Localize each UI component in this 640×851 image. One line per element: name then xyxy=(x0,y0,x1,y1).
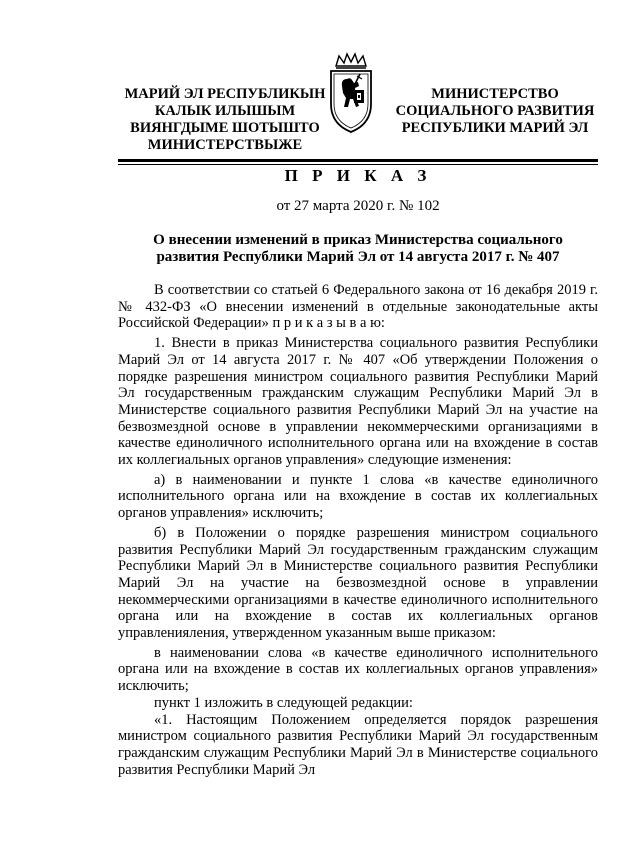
ministry-name-mari-line: МИНИСТЕРСТВЫЖЕ xyxy=(147,137,303,153)
header-divider-thin xyxy=(118,164,598,165)
document-title: П Р И К А З xyxy=(284,166,432,185)
item-1-paragraph: 1. Внести в приказ Министерства социального развития Республики Марий Эл от 14 августа 2017 г. № 407 «Об утверждении Положения о порядке разрешения министром социального развития Республики Марий Эл государственным гражданским служащим Республики Марий Эл в Министерстве социального развития Республики Марий Эл на участие на безвозмездной основе в управлении некоммерческими организациями в качестве единоличного исполнительного органа или на вхождение в состав их коллегиальных органов управления» следующие изменения: xyxy=(118,335,598,469)
subitem-a-paragraph: а) в наименовании и пункте 1 слова «в качестве единоличного исполнительного органа или на вхождение в состав их коллегиальных органов управления» исключить; xyxy=(118,471,598,522)
quoted-paragraph: «1. Настоящим Положением определяется порядок разрешения министром социального развития Республики Марий Эл государственным гражданским служащим Республики Марий Эл в Министерстве социального развития Республики Марий Эл xyxy=(118,711,598,778)
ministry-name-russian-line: РЕСПУБЛИКИ МАРИЙ ЭЛ xyxy=(401,120,589,136)
ministry-name-mari-line: КАЛЫК ИЛЫШЫМ xyxy=(154,103,296,119)
ministry-name-mari xyxy=(120,86,330,154)
preamble-paragraph: В соответствии со статьей 6 Федерального закона от 16 декабря 2019 г. № 432-ФЗ «О внесении изменений в отдельные законодательные акты Российской Федерации» п р и к а з ы в а ю: xyxy=(118,282,598,332)
ministry-name-mari-line: ВИЯНГДЫМЕ ШОТЫШТО xyxy=(130,120,320,136)
document-date: от 27 марта 2020 г. № 102 xyxy=(276,198,440,214)
document-body xyxy=(118,282,598,778)
subitem-b-paragraph: б) в Положении о порядке разрешения министром социального развития Республики Марий Эл государственным гражданским служащим Республики Марий Эл в Министерстве социального развития Республики Марий Эл на участие на безвозмездной основе в управлении некоммерческими организациями в качестве единоличного исполнительного органа или на вхождение в состав их коллегиальных органов управленияления, утвержденном указанным выше приказом: xyxy=(118,524,598,642)
ministry-name-russian-line: СОЦИАЛЬНОГО РАЗВИТИЯ xyxy=(395,103,595,119)
ministry-name-russian-line: МИНИСТЕРСТВО xyxy=(431,86,559,102)
document-subject xyxy=(118,232,598,266)
body-paragraph: в наименовании слова «в качестве единоличного исполнительного органа или на вхождение в состав их коллегиальных органов управления» исключить; xyxy=(118,644,598,695)
header-divider-thick xyxy=(118,159,598,162)
body-paragraph: пункт 1 изложить в следующей редакции: xyxy=(154,694,413,711)
ministry-name-mari-line: МАРИЙ ЭЛ РЕСПУБЛИКЫН xyxy=(124,86,326,102)
document-subject-line: развития Республики Марий Эл от 14 августа 2017 г. № 407 xyxy=(156,249,560,265)
document-subject-line: О внесении изменений в приказ Министерства социального xyxy=(153,232,563,248)
coat-of-arms-icon xyxy=(326,52,376,134)
ministry-name-russian xyxy=(395,86,595,137)
